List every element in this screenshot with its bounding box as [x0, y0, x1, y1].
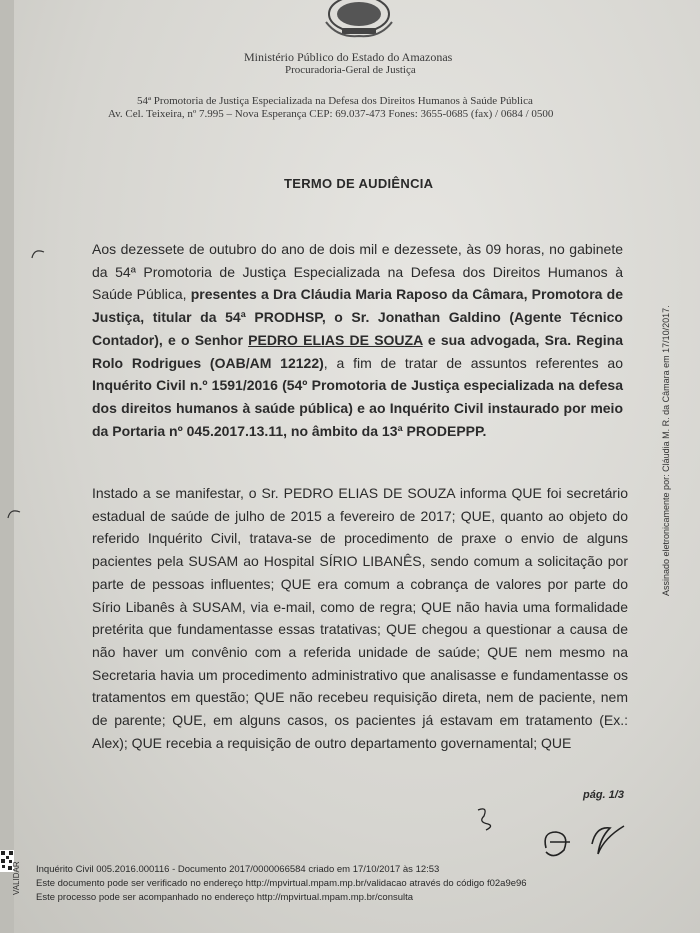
electronic-signature-note: Assinado eletronicamente por: Cláudia M. R. da Câmara em 17/10/2017. — [661, 305, 671, 596]
handwritten-signature — [540, 818, 630, 864]
validar-label: VALIDAR — [12, 861, 21, 895]
footer-document-id: Inquérito Civil 005.2016.000116 - Documento 2017/0000066584 criado em 17/10/2017 às 12:53 — [36, 864, 440, 875]
page-shadow-edge — [0, 0, 14, 933]
header-dept: Procuradoria-Geral de Justiça — [285, 64, 416, 76]
paragraph-testimony: Instado a se manifestar, o Sr. PEDRO ELIAS DE SOUZA informa QUE foi secretário estadual de saúde de julho de 2015 a fevereiro de 2017; QUE, quanto ao objeto do referido Inquérito Civil, tratava-se de procedimento de praxe o envio de alguns pacientes pela SUSAM ao Hospital SÍRIO LIBANÊS, sendo comum a solicitação por parte de pessoas influentes; QUE era comum a cobrança de valores por parte do Sírio Libanês à SUSAM, via e-mail, como de regra; QUE não havia uma formalidade pretérita que fundamentasse essas tratativas; QUE chegou a questionar a causa de não haver um convênio com a referida unidade de saúde; QUE nem mesmo na Secretaria havia um procedimento administrativo que analisasse e fundamentasse os tratamentos em questão; QUE não recebeu requisição direta, nem de paciente, nem de parente; QUE, em alguns casos, os pacientes já estavam em tratamento (Ex.: Alex); QUE recebia a requisição de outro departamento governamental; QUE — [92, 485, 628, 751]
inquiry-reference: Inquérito Civil n.º 1591/2016 (54º Promotoria de Justiça especializada na defesa dos direitos humanos à saúde pública) e ao Inquérito Civil instaurado por meio da Portaria nº 045.2017.13.11, no âmbito da 13ª PRODEPPP. — [92, 377, 623, 439]
respondent-name: PEDRO ELIAS DE SOUZA — [248, 331, 423, 348]
document-title: TERMO DE AUDIÊNCIA — [284, 176, 434, 191]
punch-hole-mark — [30, 246, 46, 260]
header-office: 54ª Promotoria de Justiça Especializada na Defesa dos Direitos Humanos à Saúde Pública — [137, 95, 533, 107]
punch-hole-mark — [6, 506, 22, 520]
footer-consulta-link[interactable]: Este processo pode ser acompanhado no endereço http://mpvirtual.mpam.mp.br/consulta — [36, 892, 414, 903]
attendees-text: presentes a Dra Cláudia Maria Raposo da Câmara, Promotora de Justiça, titular da 54ª PRODHSP, o Sr. Jonathan Galdino (Agente Técnico Contador), e o Senhor — [92, 286, 623, 348]
header-org: Ministério Público do Estado do Amazonas — [244, 50, 453, 64]
lawyer-text: e sua advogada, Sra. Regina Rolo Rodrigues (OAB/AM 12122) — [92, 331, 623, 371]
opening-text: Aos dezessete de outubro do ano de dois mil e dezessete, às 09 horas, no gabinete da 54ª Promotoria de Justiça Especializada na Defesa dos Direitos Humanos à Saúde Pública, — [92, 241, 623, 303]
footer-verification-link[interactable]: Este documento pode ser verificado no endereço http://mpvirtual.mpam.mp.br/validacao através do código f02a9e96 — [36, 878, 527, 889]
purpose-text: , a fim de tratar de assuntos referentes ao — [323, 354, 624, 371]
coat-of-arms-seal — [318, 0, 400, 40]
header-address: Av. Cel. Teixeira, nº 7.995 – Nova Esperança CEP: 69.037-473 Fones: 3655-0685 (fax) / 0684 / 0500 — [108, 108, 554, 120]
initials-signature — [474, 806, 496, 832]
page-number: pág. 1/3 — [583, 789, 624, 801]
paragraph-opening — [92, 238, 623, 442]
